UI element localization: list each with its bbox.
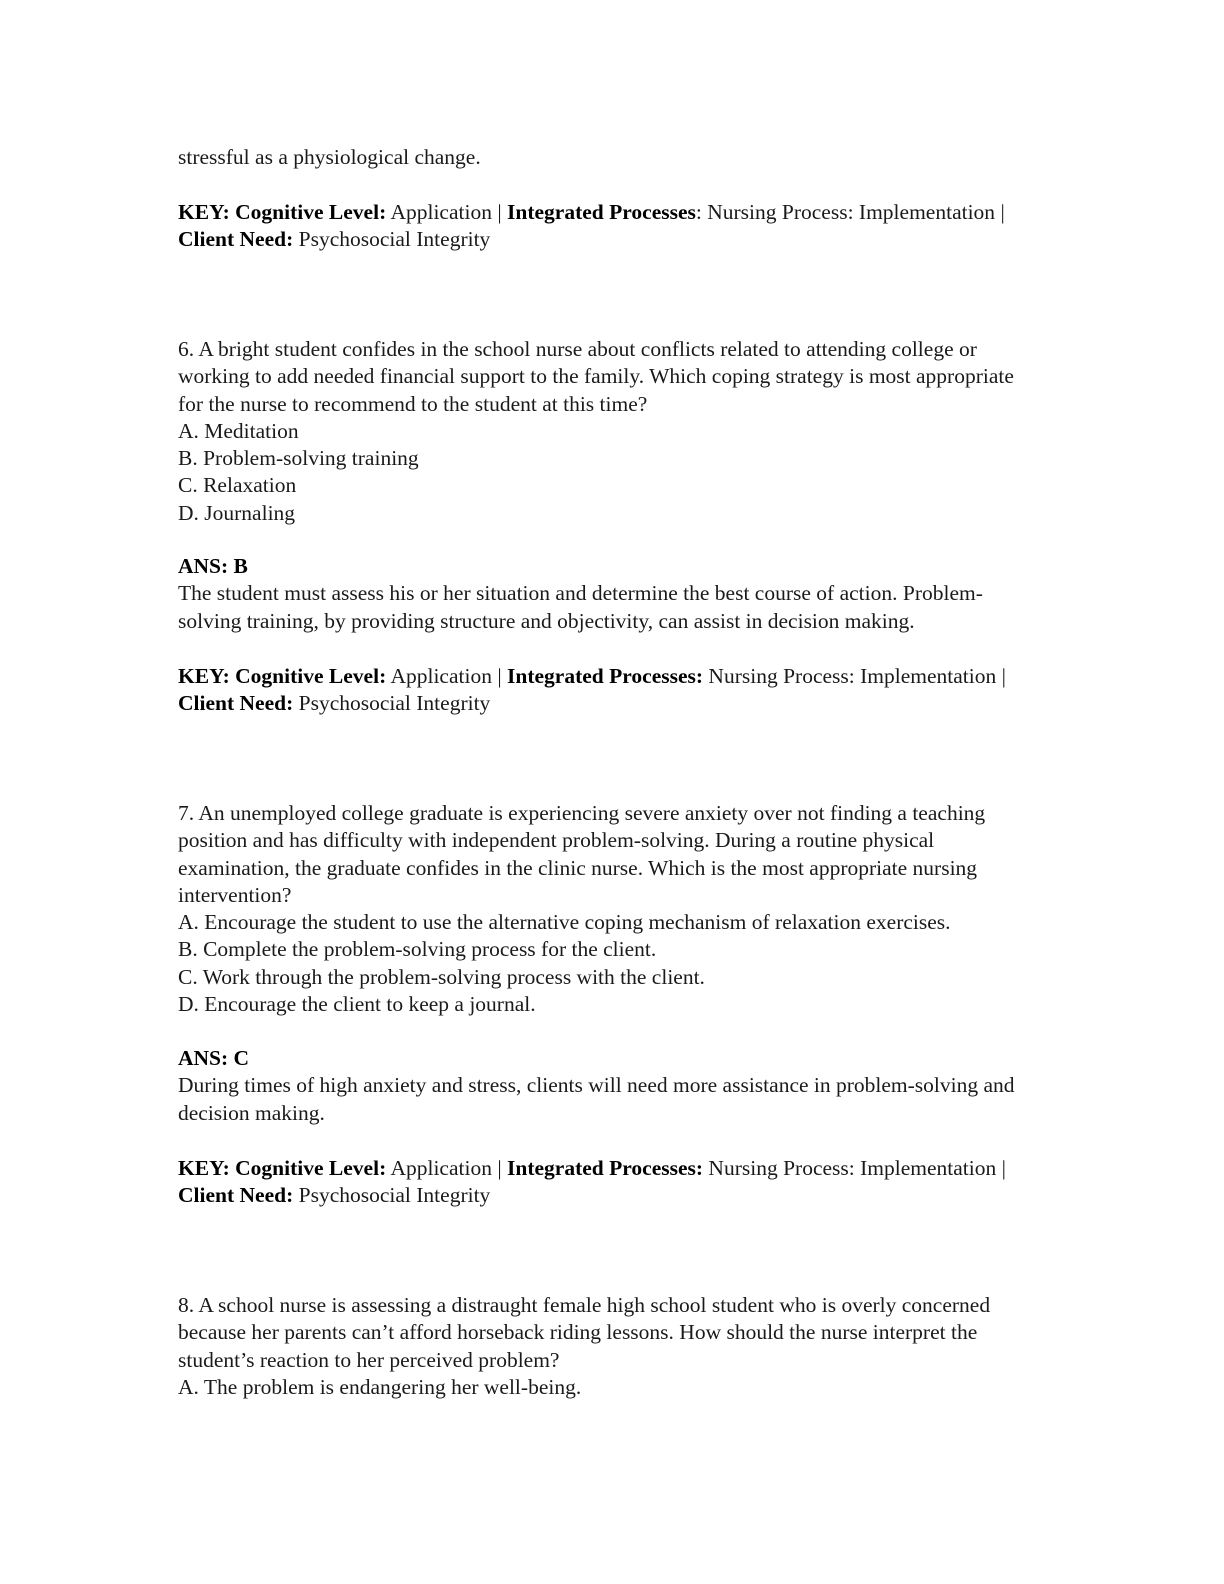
cognitive-level-label: Cognitive Level:: [235, 200, 387, 224]
integrated-processes-value: : Nursing Process: Implementation: [695, 200, 996, 224]
key-label: KEY:: [178, 664, 230, 688]
separator: |: [497, 200, 502, 224]
client-need-label: Client Need:: [178, 227, 294, 252]
answer-option-c: C. Relaxation: [178, 473, 297, 498]
cognitive-level-label: Cognitive Level:: [235, 1156, 387, 1180]
question-stem-line: 6. A bright student confides in the school nurse about conflicts related to attending college or: [178, 337, 977, 361]
separator: |: [1001, 1156, 1006, 1180]
client-need-label: Client Need:: [178, 1183, 294, 1208]
answer-label: ANS: C: [178, 1046, 250, 1070]
separator: |: [1001, 664, 1006, 688]
answer-option-b: B. Problem-solving training: [178, 446, 419, 471]
rationale-line: The student must assess his or her situation and determine the best course of action. Problem-: [178, 581, 983, 606]
question-stem-line: student’s reaction to her perceived problem?: [178, 1347, 560, 1372]
question-8: [178, 1292, 1118, 1401]
client-need-value: Psychosocial Integrity: [298, 691, 491, 716]
separator: |: [497, 1156, 502, 1180]
question-stem-line: position and has difficulty with independent problem-solving. During a routine physical: [178, 828, 935, 853]
question-stem-line: examination, the graduate confides in the clinic nurse. Which is the most appropriate nursing: [178, 855, 978, 880]
cognitive-level-label: Cognitive Level:: [235, 664, 387, 688]
answer-option-b: B. Complete the problem-solving process for the client.: [178, 937, 657, 962]
key-block-q6: [178, 663, 1118, 718]
answer-option-d: D. Journaling: [178, 500, 296, 525]
cognitive-level-value: Application: [390, 1156, 492, 1180]
rationale-line: During times of high anxiety and stress, clients will need more assistance in problem-solving and: [178, 1073, 1015, 1098]
question-stem-line: for the nurse to recommend to the student at this time?: [178, 391, 648, 416]
integrated-processes-value: Nursing Process: Implementation: [708, 664, 997, 688]
cognitive-level-value: Application: [390, 200, 492, 224]
client-need-label: Client Need:: [178, 691, 294, 716]
integrated-processes-value: Nursing Process: Implementation: [708, 1156, 997, 1180]
cognitive-level-value: Application: [390, 664, 492, 688]
key-line-2: [178, 226, 1118, 253]
key-line-2: [178, 690, 1118, 717]
key-label: KEY:: [178, 200, 230, 224]
continuation-line: stressful as a physiological change.: [178, 145, 481, 169]
question-stem-line: 8. A school nurse is assessing a distraught female high school student who is overly concerned: [178, 1293, 991, 1317]
continuation-text: [178, 144, 1118, 171]
question-stem-line: because her parents can’t afford horseback riding lessons. How should the nurse interpret the: [178, 1320, 978, 1345]
rationale-line: solving training, by providing structure and objectivity, can assist in decision making.: [178, 608, 915, 633]
answer-option-a: A. The problem is endangering her well-being.: [178, 1374, 582, 1399]
rationale-line: decision making.: [178, 1100, 325, 1125]
question-stem-line: intervention?: [178, 882, 292, 907]
answer-option-a: A. Encourage the student to use the alternative coping mechanism of relaxation exercises.: [178, 910, 951, 935]
integrated-processes-label: Integrated Processes:: [507, 1156, 704, 1180]
key-label: KEY:: [178, 1156, 230, 1180]
integrated-processes-label: Integrated Processes:: [507, 664, 704, 688]
answer-option-c: C. Work through the problem-solving process with the client.: [178, 964, 705, 989]
separator: |: [497, 664, 502, 688]
answer-label: ANS: B: [178, 554, 248, 578]
question-stem-line: working to add needed financial support to the family. Which coping strategy is most appropriate: [178, 364, 1014, 389]
key-line-1: [178, 199, 1118, 226]
client-need-value: Psychosocial Integrity: [298, 1183, 491, 1208]
key-line-2: [178, 1182, 1118, 1209]
key-block-q5: [178, 199, 1118, 254]
key-line-1: [178, 1155, 1118, 1182]
answer-option-a: A. Meditation: [178, 418, 299, 443]
key-block-q7: [178, 1155, 1118, 1210]
question-7: [178, 800, 1118, 1018]
client-need-value: Psychosocial Integrity: [298, 227, 491, 252]
key-line-1: [178, 663, 1118, 690]
question-6: [178, 336, 1118, 527]
integrated-processes-label: Integrated Processes: [507, 200, 696, 224]
answer-option-d: D. Encourage the client to keep a journal.: [178, 992, 536, 1017]
question-stem-line: 7. An unemployed college graduate is experiencing severe anxiety over not finding a teaching: [178, 801, 986, 825]
answer-block-q6: [178, 553, 1118, 635]
separator: |: [1000, 200, 1005, 224]
answer-block-q7: [178, 1045, 1118, 1127]
